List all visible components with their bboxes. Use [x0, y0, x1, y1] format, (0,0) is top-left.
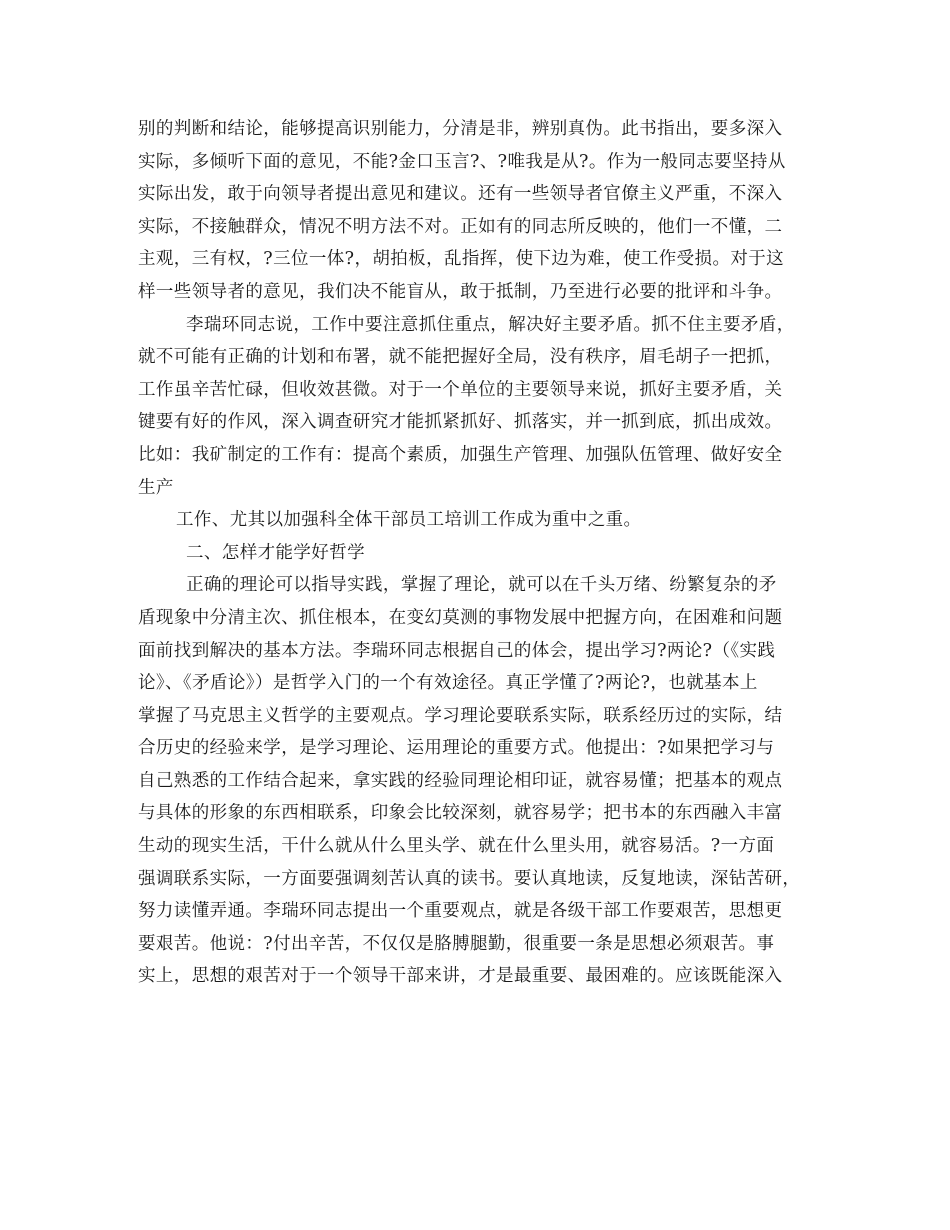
text-line: 实际，多倾听下面的意见，不能?金口玉言?、?唯我是从?。作为一般同志要坚持从: [138, 151, 786, 172]
text-line: 实际出发，敢于向领导者提出意见和建议。还有一些领导者官僚主义严重，不深入: [138, 184, 783, 205]
text-line: 合历史的经验来学，是学习理论、运用理论的重要方式。他提出：?如果把学习与: [138, 738, 775, 759]
text-line: 掌握了马克思主义哲学的主要观点。学习理论要联系实际，联系经历过的实际，结: [138, 705, 783, 726]
text-line: 要艰苦。他说：?付出辛苦，不仅仅是胳膊腿勤，很重要一条是思想必须艰苦。事: [138, 933, 775, 954]
text-line: 与具体的形象的东西相联系，印象会比较深刻，就容易学；把书本的东西融入丰富: [138, 803, 783, 824]
text-line: 别的判断和结论，能够提高识别能力，分清是非，辨别真伪。此书指出，要多深入: [138, 119, 783, 139]
text-line: 生产: [138, 477, 174, 498]
body-text: [138, 113, 828, 993]
text-line: 主观，三有权，?三位一体?，胡拍板，乱指挥，使下边为难，使工作受损。对于这: [138, 249, 785, 270]
paragraph-first-line: 李瑞环同志说，工作中要注意抓住重点，解决好主要矛盾。抓不住主要矛盾，: [186, 314, 795, 335]
paragraph-first-line: 工作、尤其以加强科全体干部员工培训工作成为重中之重。: [176, 510, 642, 531]
text-line: 比如：我矿制定的工作有：提高个素质，加强生产管理、加强队伍管理、做好安全: [138, 444, 783, 465]
text-line: 工作虽辛苦忙碌，但收效甚微。对于一个单位的主要领导来说，抓好主要矛盾，关: [138, 379, 783, 400]
text-line: 努力读懂弄通。李瑞环同志提出一个重要观点，就是各级干部工作要艰苦，思想更: [138, 901, 783, 922]
text-line: 强调联系实际，一方面要强调刻苦认真的读书。要认真地读，反复地读，深钻苦研，: [138, 868, 801, 889]
text-line: 实际，不接触群众，情况不明方法不对。正如有的同志所反映的，他们一不懂，二: [138, 216, 783, 237]
paragraph-first-line: 正确的理论可以指导实践，掌握了理论，就可以在千头万绪、纷繁复杂的矛: [186, 575, 777, 596]
text-line: 自己熟悉的工作结合起来，拿实践的经验同理论相印证，就容易懂；把基本的观点: [138, 770, 783, 791]
section-heading: 二、怎样才能学好哲学: [186, 542, 365, 563]
text-line: 键要有好的作风，深入调查研究才能抓紧抓好、抓落实，并一抓到底，抓出成效。: [138, 412, 783, 433]
text-line: 面前找到解决的基本方法。李瑞环同志根据自己的体会，提出学习?两论?（《实践: [138, 640, 776, 661]
text-line: 生动的现实生活，干什么就从什么里头学、就在什么里头用，就容易活。?一方面: [138, 836, 775, 857]
text-line: 论》、《矛盾论》）是哲学入门的一个有效途径。真正学懂了?两论?，也就基本上: [138, 673, 758, 694]
text-line: 盾现象中分清主次、抓住根本，在变幻莫测的事物发展中把握方向，在困难和问题: [138, 607, 783, 628]
text-line: 实上，思想的艰苦对于一个领导干部来讲，才是最重要、最困难的。应该既能深入: [138, 966, 783, 987]
text-line: 样一些领导者的意见，我们决不能盲从，敢于抵制，乃至进行必要的批评和斗争。: [138, 281, 783, 302]
text-line: 就不可能有正确的计划和布署，就不能把握好全局，没有秩序，眉毛胡子一把抓，: [138, 347, 783, 368]
